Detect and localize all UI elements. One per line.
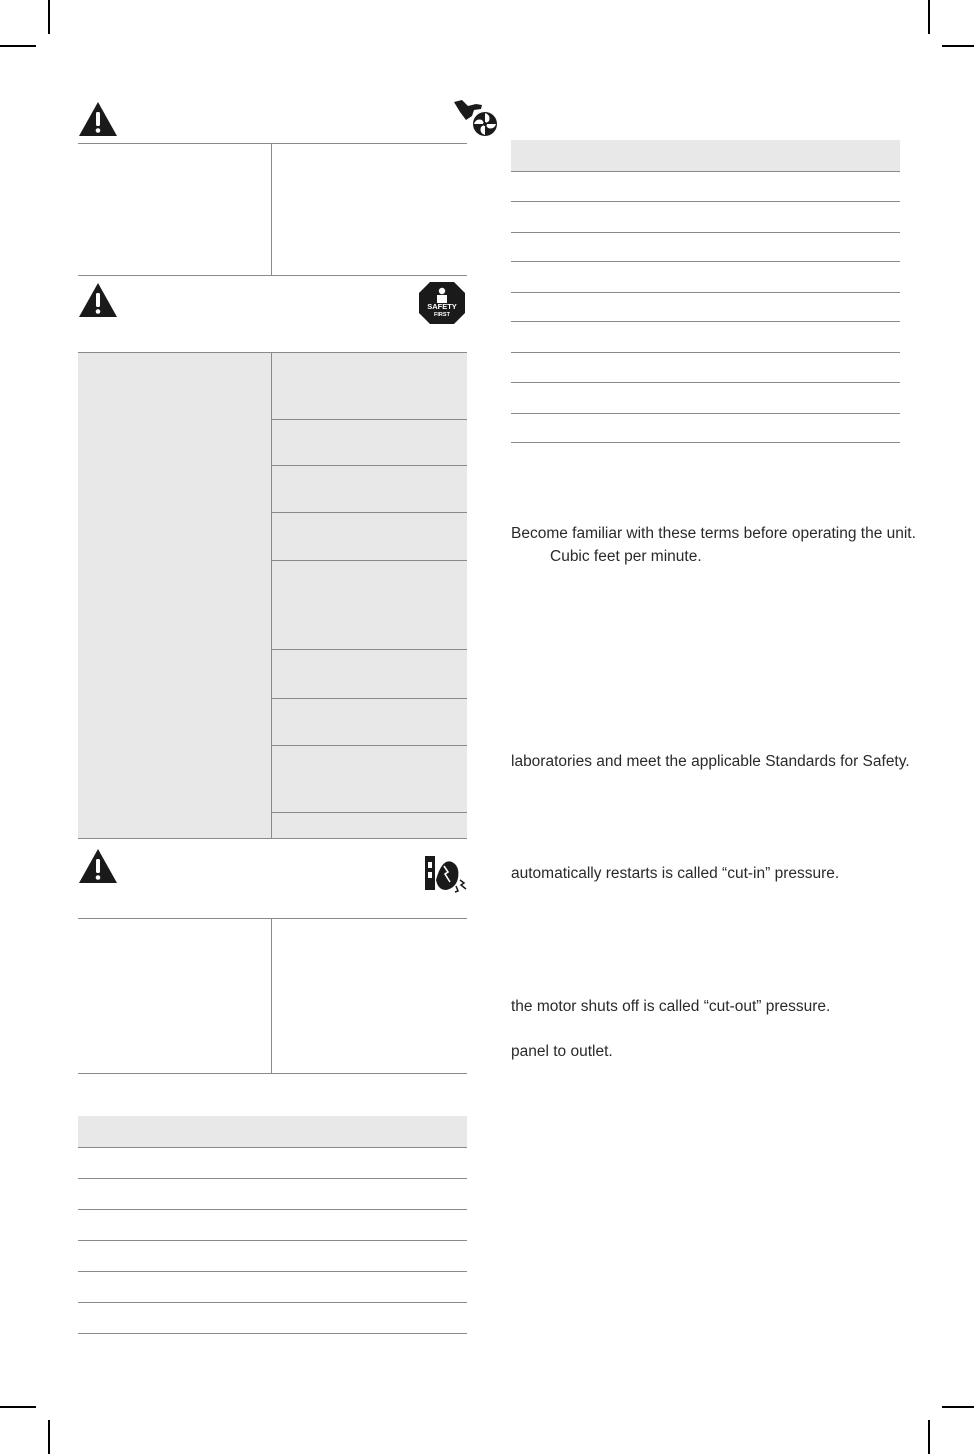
crop-mark-top-right-v [928, 0, 930, 34]
electrical-shock-icon [422, 852, 468, 894]
right-table-row-rule [511, 261, 900, 262]
left-table-row-rule [78, 1178, 467, 1179]
section1-top-rule [78, 143, 467, 144]
right-table-row-rule [511, 321, 900, 322]
left-table-row-rule [78, 1209, 467, 1210]
cut-in-definition-text: automatically restarts is called “cut-in” pressure. [511, 865, 840, 882]
crop-mark-top-right-h [942, 45, 974, 47]
right-table-row-rule [511, 232, 900, 233]
section1-bottom-rule [78, 275, 467, 276]
ul-definition-text: laboratories and meet the applicable Standards for Safety. [511, 753, 910, 770]
cfm-definition-text: Cubic feet per minute. [550, 548, 702, 565]
right-table-row-rule [511, 413, 900, 414]
crop-mark-bottom-right-v [928, 1420, 930, 1454]
left-table-row-rule [78, 1147, 467, 1148]
crop-mark-bottom-left-h [0, 1406, 36, 1408]
crop-mark-bottom-right-h [942, 1406, 974, 1408]
right-table-row-rule [511, 171, 900, 172]
safety-first-icon [418, 281, 466, 325]
section2-row-rule [272, 560, 467, 561]
section2-row-rule [272, 698, 467, 699]
section2-row-rule [272, 812, 467, 813]
section3-divider [271, 918, 272, 1073]
section2-row-rule [272, 649, 467, 650]
warning-triangle-icon [78, 101, 118, 137]
right-table-header-band [511, 140, 900, 171]
safety-badge-line2: FIRST [434, 312, 450, 318]
outlet-definition-text: panel to outlet. [511, 1043, 613, 1060]
section2-bottom-rule [78, 838, 467, 839]
left-table-row-rule [78, 1333, 467, 1334]
right-table-row-rule [511, 352, 900, 353]
section2-row-rule [272, 512, 467, 513]
section2-row-rule [272, 419, 467, 420]
cut-out-definition-text: the motor shuts off is called “cut-out” pressure. [511, 998, 831, 1015]
section3-top-rule [78, 918, 467, 919]
left-table-header-band [78, 1116, 467, 1147]
left-table-row-rule [78, 1271, 467, 1272]
safety-badge-line1: SAFETY [427, 302, 457, 311]
section2-divider [271, 352, 272, 838]
hand-fan-icon [452, 98, 500, 140]
crop-mark-top-left-v [48, 0, 50, 34]
left-table-row-rule [78, 1302, 467, 1303]
right-table-row-rule [511, 442, 900, 443]
right-table-row-rule [511, 201, 900, 202]
section1-divider [271, 143, 272, 275]
section2-shaded-table [78, 352, 467, 838]
warning-triangle-icon [78, 848, 118, 884]
section2-top-rule [78, 352, 467, 353]
right-table-row-rule [511, 382, 900, 383]
section2-row-rule [272, 465, 467, 466]
section3-bottom-rule [78, 1073, 467, 1074]
left-table-row-rule [78, 1240, 467, 1241]
right-table-row-rule [511, 292, 900, 293]
warning-triangle-icon [78, 282, 118, 318]
crop-mark-top-left-h [0, 45, 36, 47]
terms-intro-text: Become familiar with these terms before operating the unit. [511, 525, 916, 542]
section2-row-rule [272, 745, 467, 746]
crop-mark-bottom-left-v [48, 1420, 50, 1454]
